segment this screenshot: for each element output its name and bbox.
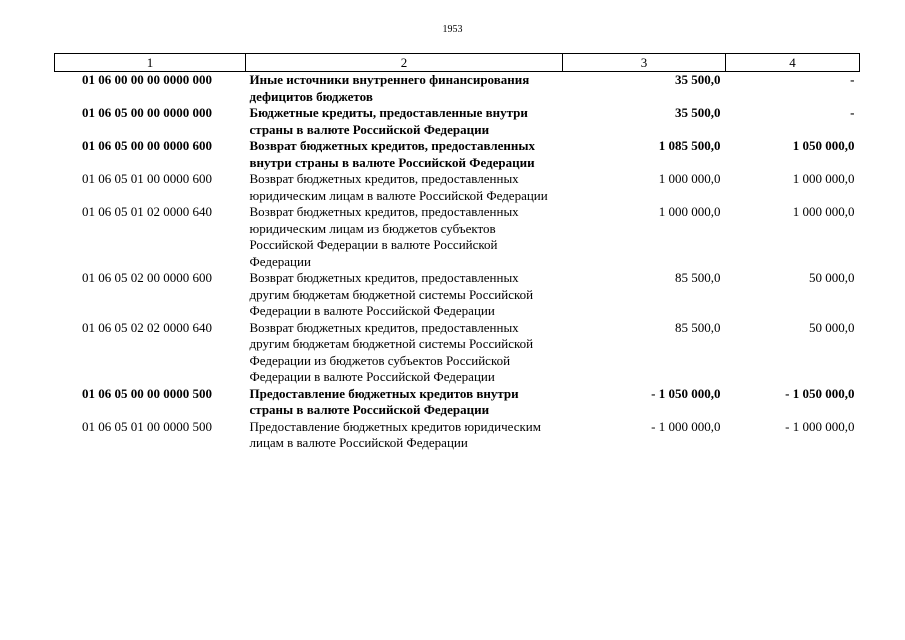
- row-code: 01 06 05 01 02 0000 640: [82, 204, 212, 219]
- table-row: [55, 386, 860, 419]
- table-row: [55, 270, 860, 320]
- row-code: 01 06 05 00 00 0000 000: [82, 105, 212, 120]
- table-row: [55, 204, 860, 270]
- row-value-col4: 1 000 000,0: [792, 171, 855, 186]
- table-row: [55, 72, 860, 106]
- row-name: Предоставление бюджетных кредитов юридическим лицам в валюте Российской Федерации: [249, 418, 541, 450]
- row-value-col3: 1 000 000,0: [658, 204, 721, 219]
- row-value-col3: - 1 050 000,0: [651, 385, 721, 401]
- column-header-4: 4: [726, 54, 860, 72]
- row-value-col4: -: [850, 105, 855, 120]
- row-value-col4: 50 000,0: [809, 270, 855, 285]
- row-code: 01 06 05 02 00 0000 600: [82, 270, 212, 285]
- row-name: Возврат бюджетных кредитов, предоставленных другим бюджетам бюджетной системы Российской Федерации из бюджетов субъектов Российской Федерации в валюте Российской Федерации: [249, 319, 534, 384]
- row-name: Возврат бюджетных кредитов, предоставленных юридическим лицам из бюджетов субъектов Российской Федерации в валюте Российской Федерации: [249, 204, 519, 269]
- row-name: Иные источники внутреннего финансирования дефицитов бюджетов: [249, 72, 530, 104]
- row-name: Возврат бюджетных кредитов, предоставленных юридическим лицам в валюте Российской Федерации: [249, 171, 548, 203]
- row-name: Бюджетные кредиты, предоставленные внутри страны в валюте Российской Федерации: [249, 105, 528, 137]
- row-name: Возврат бюджетных кредитов, предоставленных другим бюджетам бюджетной системы Российской Федерации в валюте Российской Федерации: [249, 270, 534, 318]
- budget-sources-table: [54, 53, 860, 452]
- row-code: 01 06 05 02 02 0000 640: [82, 319, 212, 335]
- column-header-1: 1: [55, 54, 246, 72]
- row-code: 01 06 05 01 00 0000 500: [82, 418, 212, 434]
- column-header-3: 3: [563, 54, 726, 72]
- header-row: [55, 54, 860, 72]
- row-value-col4: -: [850, 72, 855, 87]
- row-value-col3: 1 000 000,0: [658, 171, 721, 186]
- row-code: 01 06 05 00 00 0000 600: [82, 138, 212, 153]
- row-name: Возврат бюджетных кредитов, предоставленных внутри страны в валюте Российской Федерации: [249, 138, 536, 170]
- row-value-col4: - 1 050 000,0: [785, 385, 855, 401]
- row-value-col3: - 1 000 000,0: [651, 418, 721, 434]
- row-name: Предоставление бюджетных кредитов внутри страны в валюте Российской Федерации: [249, 385, 519, 417]
- row-code: 01 06 05 00 00 0000 500: [82, 385, 212, 401]
- row-code: 01 06 00 00 00 0000 000: [82, 72, 212, 87]
- page-number: 1953: [442, 24, 463, 35]
- row-value-col4: 1 050 000,0: [792, 138, 855, 153]
- column-header-2: 2: [246, 54, 563, 72]
- table-row: [55, 320, 860, 386]
- row-value-col4: - 1 000 000,0: [785, 418, 855, 434]
- row-value-col4: 50 000,0: [809, 319, 855, 335]
- row-code: 01 06 05 01 00 0000 600: [82, 171, 212, 186]
- table-row: [55, 419, 860, 452]
- row-value-col4: 1 000 000,0: [792, 204, 855, 219]
- row-value-col3: 85 500,0: [675, 270, 721, 285]
- row-value-col3: 35 500,0: [675, 105, 721, 120]
- row-value-col3: 85 500,0: [675, 319, 721, 335]
- table-row: [55, 105, 860, 138]
- table-row: [55, 138, 860, 171]
- row-value-col3: 1 085 500,0: [658, 138, 721, 153]
- table-row: [55, 171, 860, 204]
- row-value-col3: 35 500,0: [675, 72, 721, 87]
